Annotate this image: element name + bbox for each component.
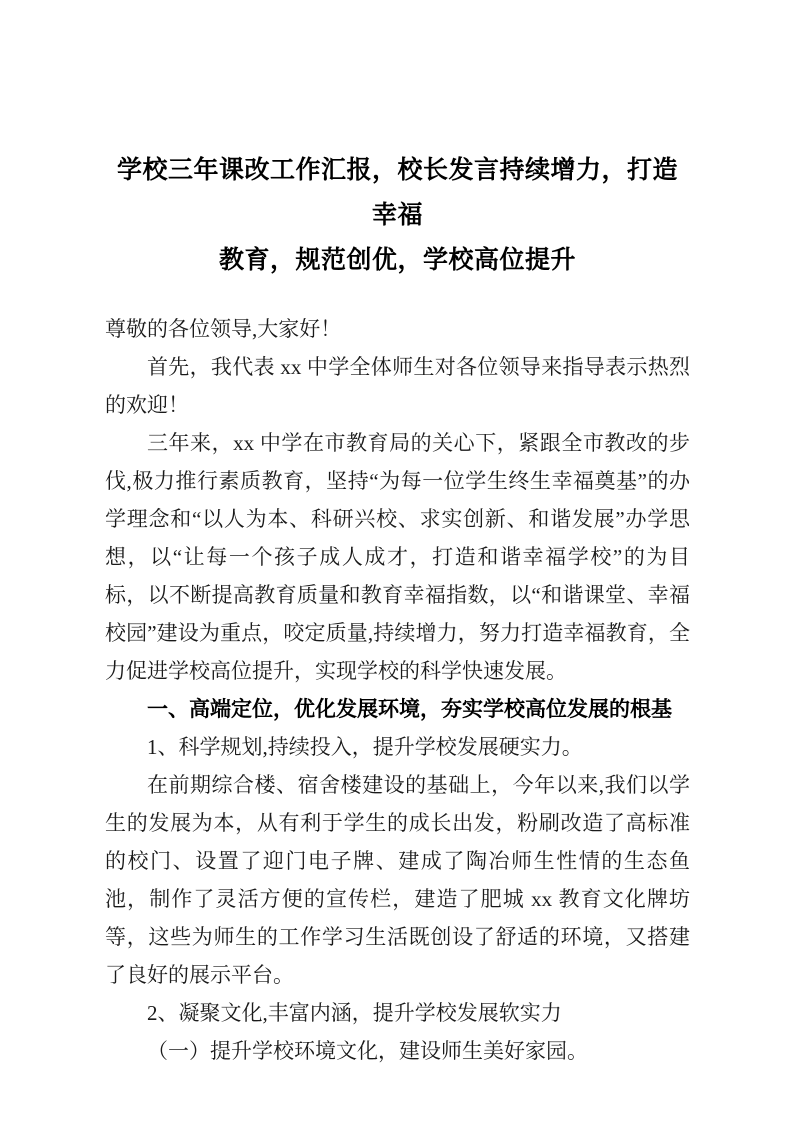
document-title-line-2: 教育，规范创优，学校高位提升 (218, 247, 576, 274)
salutation-paragraph: 尊敬的各位领导,大家好！ (105, 317, 342, 341)
subsection-2-heading: 2、凝聚文化,丰富内涵，提升学校发展软实力 (147, 1001, 562, 1025)
subsection-2-item-1-heading: （一）提升学校环境文化，建设师生美好家园。 (147, 1039, 588, 1063)
document-title-line-1: 学校三年课改工作汇报，校长发言持续增力，打造幸福 (116, 157, 678, 229)
document-title (105, 148, 690, 283)
subsection-1-heading: 1、科学规划,持续投入，提升学校发展硬实力。 (147, 735, 583, 759)
welcome-paragraph: 首先，我代表 xx 中学全体师生对各位领导来指导表示热烈的欢迎！ (105, 355, 690, 417)
facilities-paragraph: 在前期综合楼、宿舍楼建设的基础上，今年以来,我们以学生的发展为本，从有利于学生的成长出发，粉刷改造了高标准的校门、设置了迎门电子牌、建成了陶冶师生性情的生态鱼池，制作了灵活方便的宣传栏，建造了肥城 xx 教育文化牌坊等，这些为师生的工作学习生活既创设了舒适的环境，又搭建了良好的展示平台。 (105, 773, 690, 987)
section-1-heading: 一、高端定位，优化发展环境，夯实学校高位发展的根基 (147, 697, 672, 721)
overview-paragraph: 三年来，xx 中学在市教育局的关心下，紧跟全市教改的步伐,极力推行素质教育，坚持“为每一位学生终生幸福奠基”的办学理念和“以人为本、科研兴校、求实创新、和谐发展”办学思想，以“让每一个孩子成人成才，打造和谐幸福学校”的为目标，以不断提高教育质量和教育幸福指数，以“和谐课堂、幸福校园”建设为重点，咬定质量,持续增力，努力打造幸福教育，全力促进学校高位提升，实现学校的科学快速发展。 (105, 431, 690, 683)
